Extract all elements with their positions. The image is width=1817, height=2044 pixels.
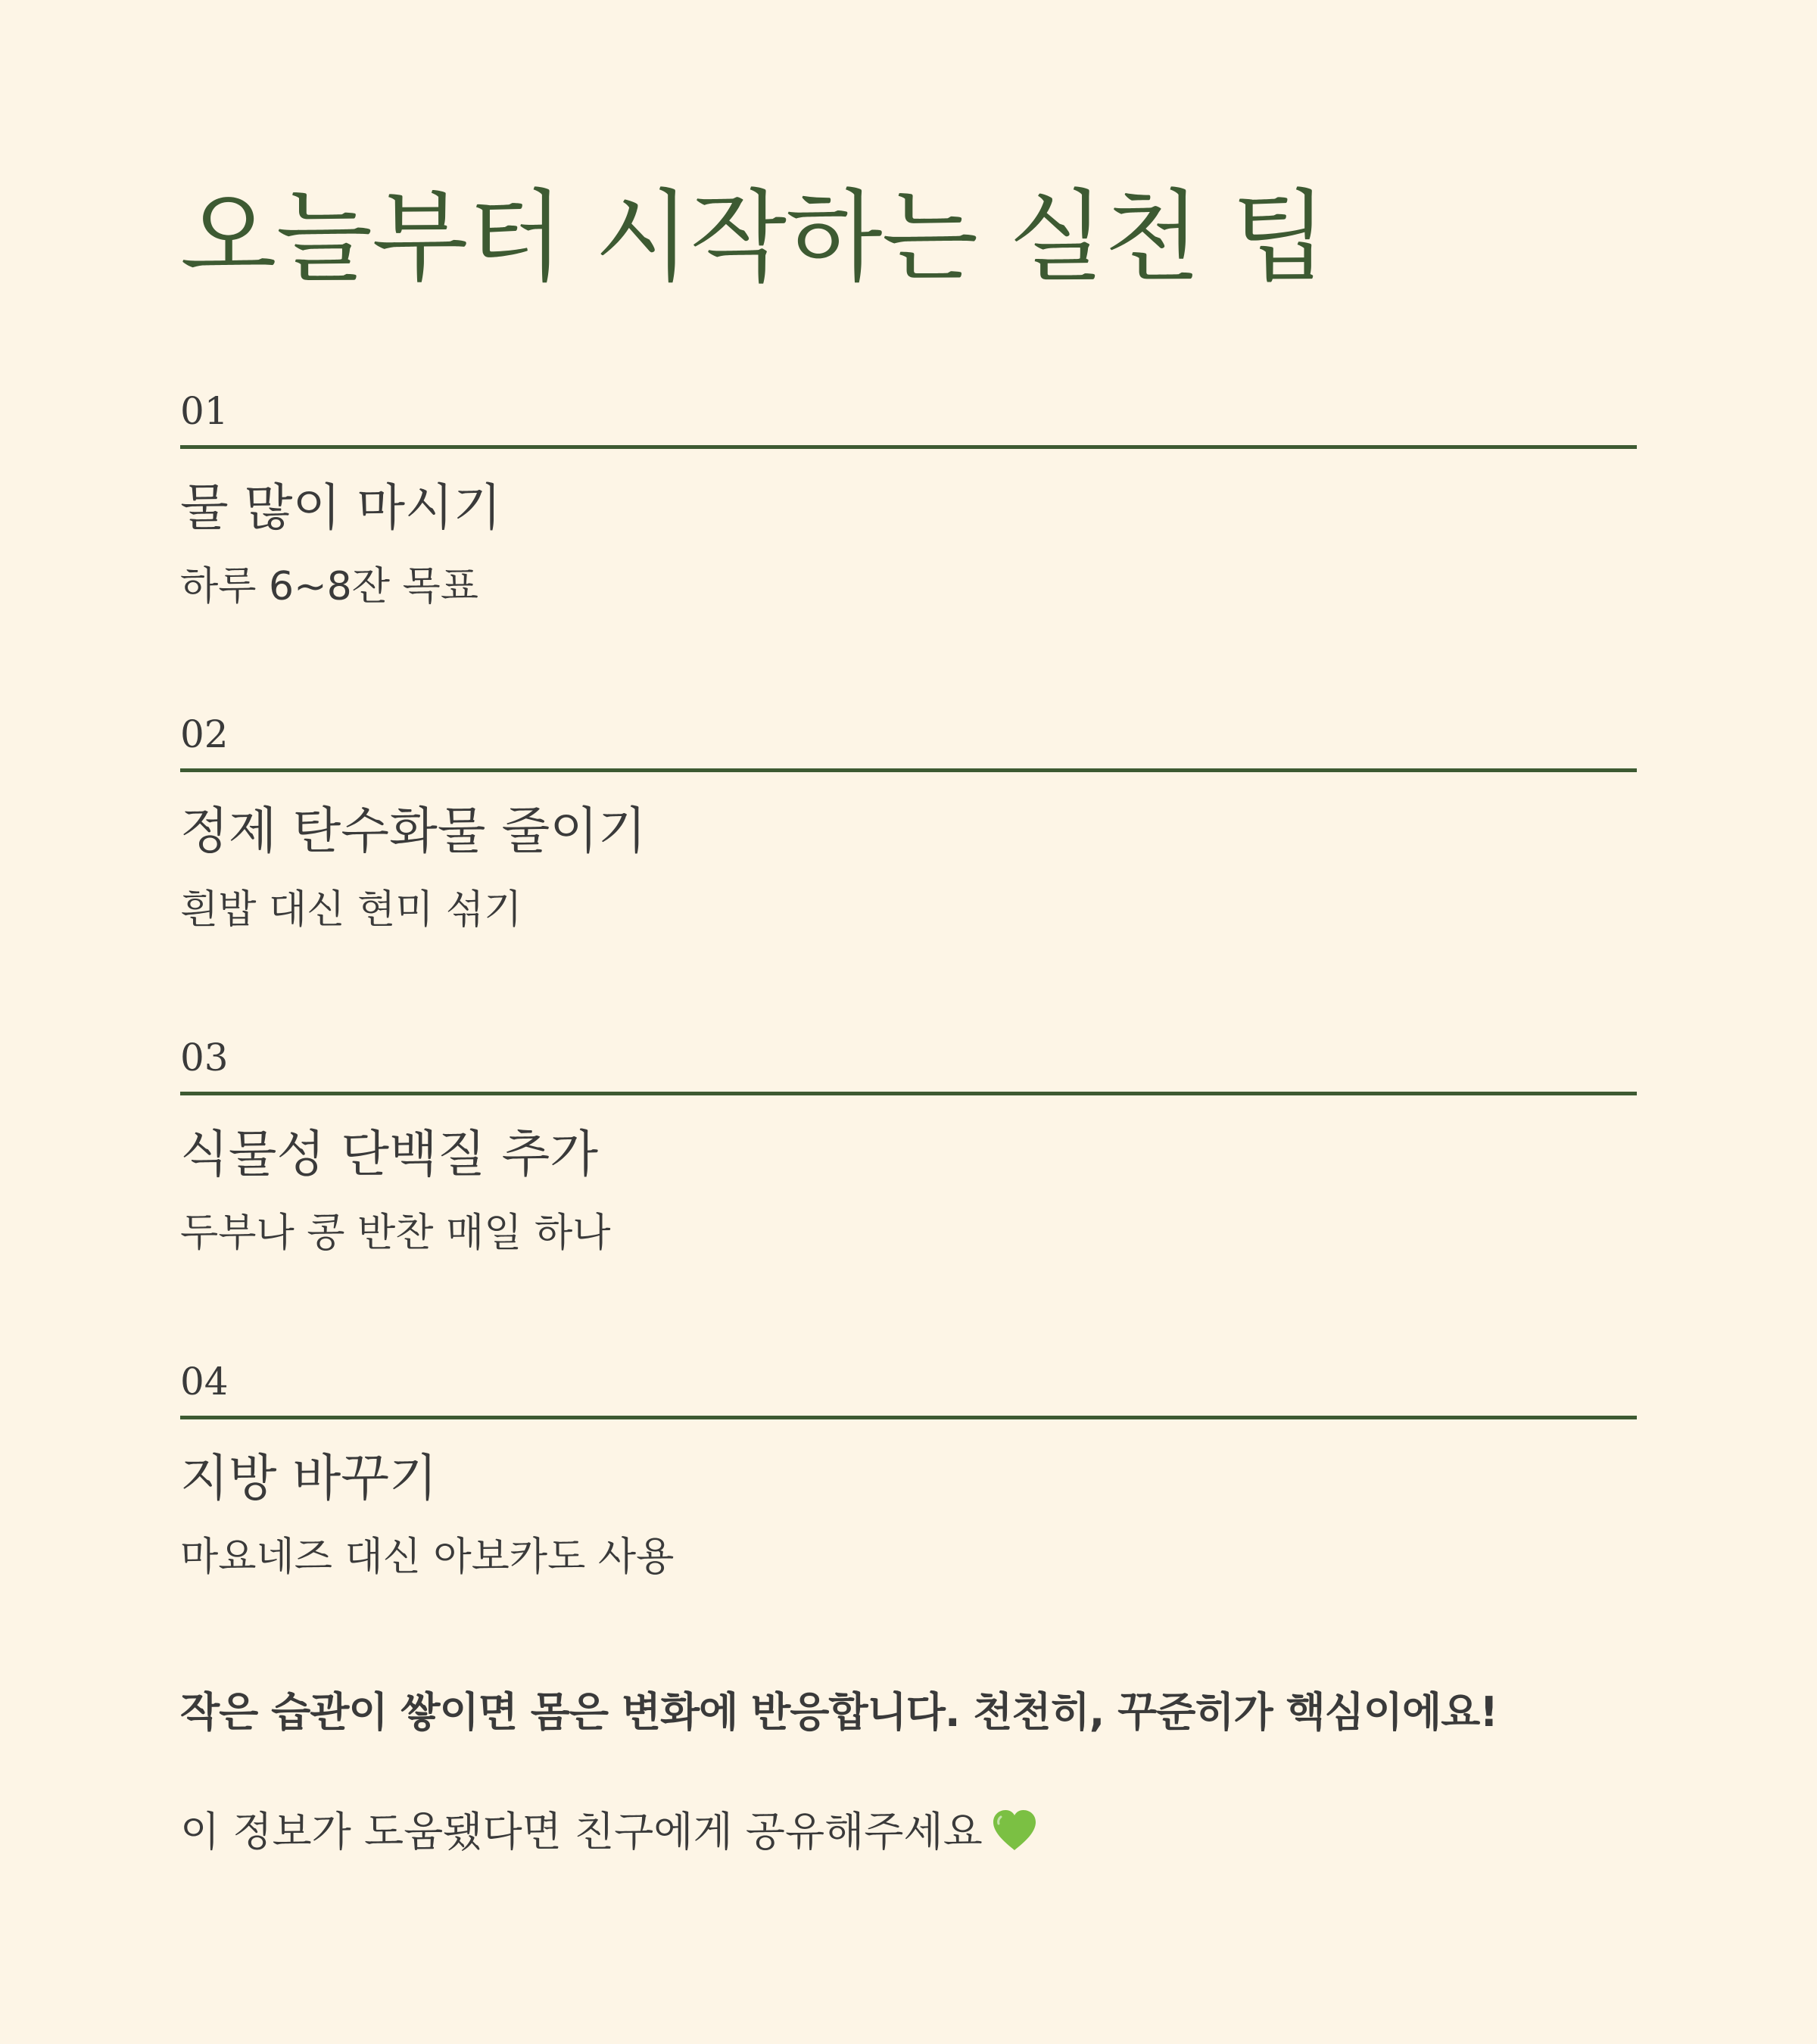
tip-description: 하루 6~8잔 목표: [180, 564, 478, 609]
tip-description: 두부나 콩 반찬 매일 하나: [180, 1211, 611, 1256]
divider: [180, 1416, 1637, 1419]
tip-number: 04: [180, 1360, 229, 1404]
green-heart-icon: [990, 1808, 1039, 1853]
tip-title: 지방 바꾸기: [180, 1449, 438, 1507]
divider: [180, 1092, 1637, 1095]
divider: [180, 445, 1637, 449]
share-text: 이 정보가 도움됐다면 친구에게 공유해주세요: [180, 1808, 983, 1855]
tip-description: 마요네즈 대신 아보카도 사용: [180, 1535, 675, 1580]
tip-title: 식물성 단백질 추가: [180, 1125, 599, 1183]
tip-title: 정제 탄수화물 줄이기: [180, 802, 647, 860]
tip-number: 01: [180, 389, 229, 433]
tip-number: 02: [180, 712, 229, 756]
share-message: [180, 1802, 1039, 1862]
page-title: 오늘부터 시작하는 실천 팁: [180, 179, 1327, 296]
tip-number: 03: [180, 1036, 229, 1080]
tip-description: 흰밥 대신 현미 섞기: [180, 887, 522, 933]
divider: [180, 768, 1637, 772]
tip-title: 물 많이 마시기: [180, 478, 502, 537]
closing-message: 작은 습관이 쌓이면 몸은 변화에 반응합니다. 천천히, 꾸준히가 핵심이에요!: [180, 1688, 1498, 1736]
